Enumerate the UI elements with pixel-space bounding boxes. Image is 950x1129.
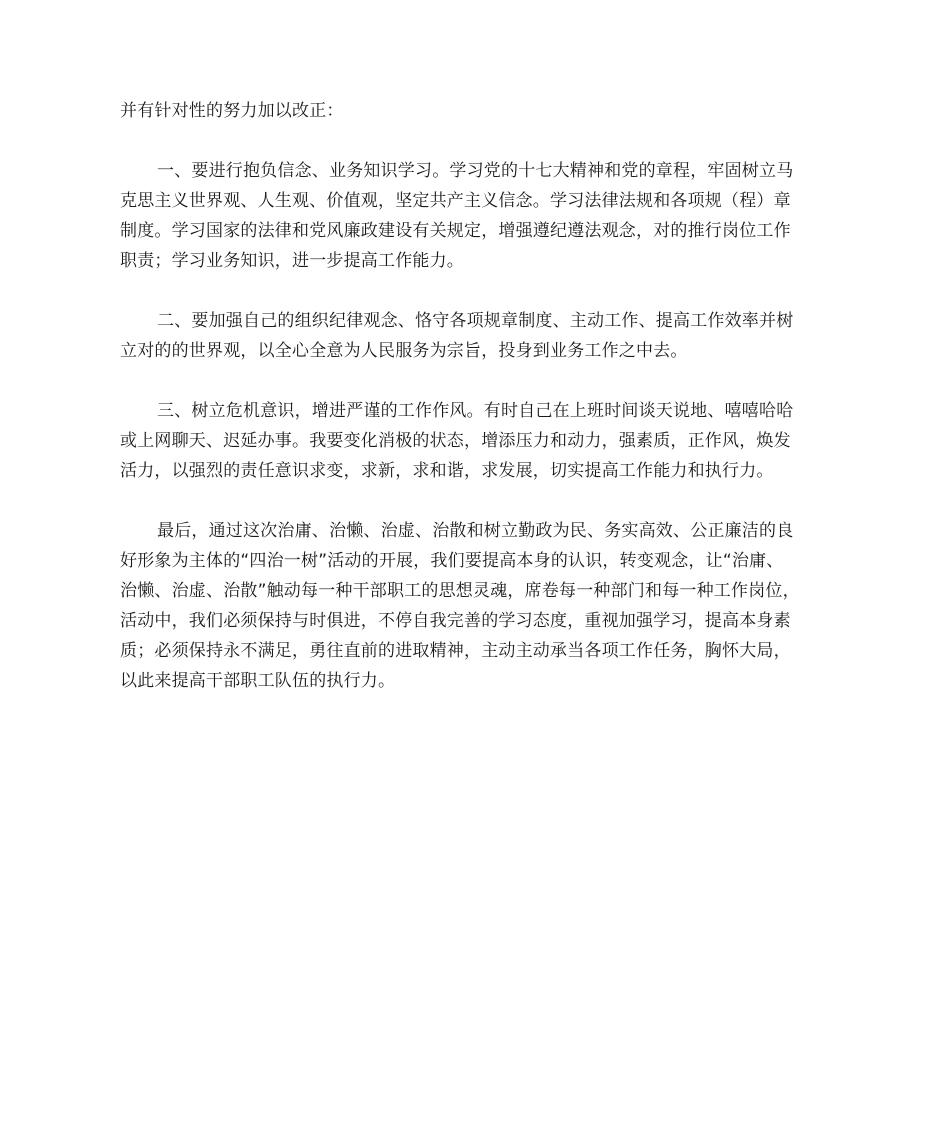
paragraph-conclusion xyxy=(120,516,838,696)
paragraph-line: 立对的的世界观，以全心全意为人民服务为宗旨，投身到业务工作之中去。 xyxy=(120,341,688,361)
paragraph-line: 一、要进行抱负信念、业务知识学习。学习党的十七大精神和党的章程，牢固树立马 xyxy=(157,161,794,181)
paragraph-line: 以此来提高干部职工队伍的执行力。 xyxy=(120,671,396,691)
paragraph-line: 活动中，我们必须保持与时俱进，不停自我完善的学习态度，重视加强学习，提高本身素 xyxy=(120,611,791,631)
paragraph-line: 活力，以强烈的责任意识求变，求新，求和谐，求发展，切实提高工作能力和执行力。 xyxy=(120,461,774,481)
paragraph-line: 克思主义世界观、人生观、价值观，坚定共产主义信念。学习法律法规和各项规（程）章 xyxy=(120,191,791,211)
paragraph-discipline xyxy=(120,306,838,366)
paragraph-study xyxy=(120,156,838,276)
paragraph-line: 治懒、治虚、治散”触动每一种干部职工的思想灵魂，席卷每一种部门和每一种工作岗位， xyxy=(120,581,800,601)
paragraph-line: 好形象为主体的“四治一树”活动的开展，我们要提高本身的认识，转变观念，让“治庸、 xyxy=(120,551,784,571)
paragraph-line: 制度。学习国家的法律和党风廉政建设有关规定，增强遵纪遵法观念，对的推行岗位工作 xyxy=(120,221,791,241)
opening-line: 并有针对性的努力加以改正： xyxy=(120,101,344,121)
paragraph-line: 最后，通过这次治庸、治懒、治虚、治散和树立勤政为民、务实高效、公正廉洁的良 xyxy=(157,521,794,541)
paragraph-line: 二、要加强自己的组织纪律观念、恪守各项规章制度、主动工作、提高工作效率并树 xyxy=(157,311,794,331)
paragraph-line: 三、树立危机意识，增进严谨的工作作风。有时自己在上班时间谈天说地、嘻嘻哈哈 xyxy=(157,401,794,421)
document-body xyxy=(120,96,838,726)
paragraph-line: 质；必须保持永不满足，勇往直前的进取精神，主动主动承当各项工作任务，胸怀大局， xyxy=(120,641,791,661)
paragraph-line: 职责；学习业务知识，进一步提高工作能力。 xyxy=(120,251,464,271)
paragraph-line: 或上网聊天、迟延办事。我要变化消极的状态，增添压力和动力，强素质，正作风，焕发 xyxy=(120,431,791,451)
paragraph-crisis-awareness xyxy=(120,396,838,486)
